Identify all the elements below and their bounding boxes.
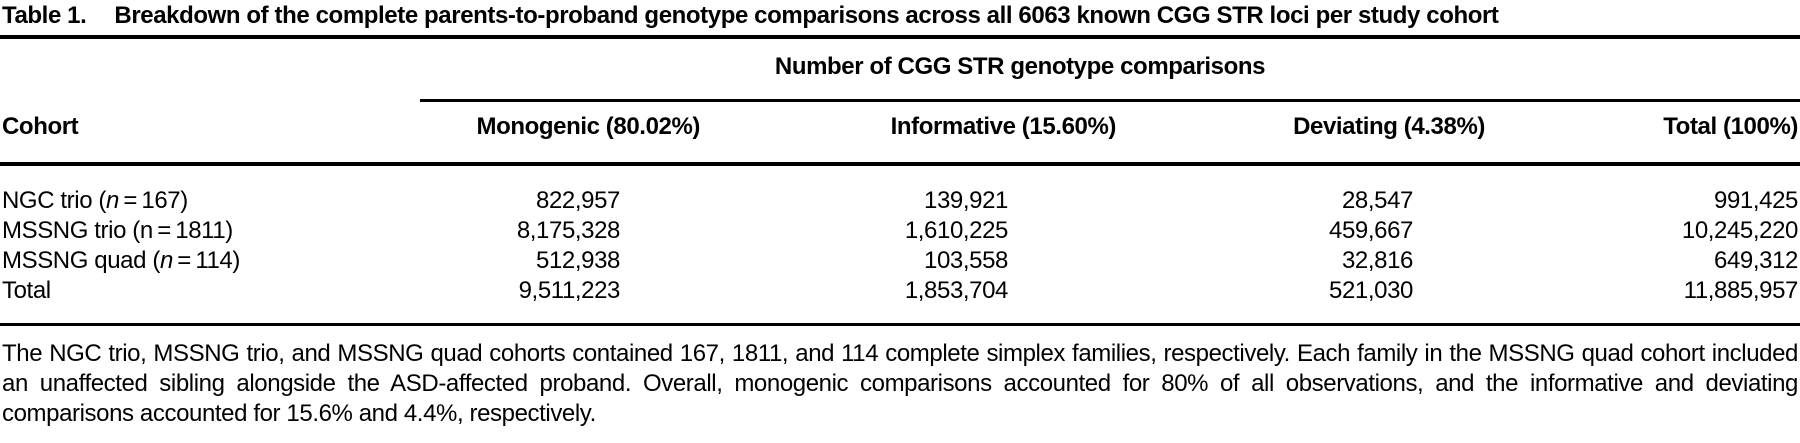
row-label [0,246,360,276]
cell-informative: 1,610,225 [904,217,1008,244]
header-rule [0,162,1800,166]
cell-deviating: 521,030 [1329,277,1413,304]
table-row-ngc-trio [0,186,1800,216]
table-header-row [0,112,1800,142]
table-body [0,186,1800,306]
row-label [0,216,360,246]
cell-deviating: 32,816 [1341,247,1413,274]
column-group-rule [420,99,1800,102]
col-header-total: Total (100%) [1663,113,1798,140]
cohort-name: MSSNG trio ( [2,217,140,244]
cell-total: 991,425 [1714,187,1798,214]
n-count: = 114) [172,247,240,274]
n-variable: n [159,247,173,274]
table-row-mssng-trio [0,216,1800,246]
cohort-name: NGC trio ( [2,187,107,214]
row-label [0,276,360,306]
n-count: = 1811) [152,217,233,244]
col-header-informative: Informative (15.60%) [890,113,1116,140]
table-row-mssng-quad [0,246,1800,276]
cohort-name: Total [2,277,51,304]
table-number: Table 1. [2,2,87,29]
cell-monogenic: 822,957 [536,187,620,214]
cell-deviating: 459,667 [1329,217,1413,244]
col-header-monogenic: Monogenic (80.02%) [476,113,700,140]
cell-deviating: 28,547 [1341,187,1413,214]
cell-monogenic: 9,511,223 [518,277,620,304]
table-footnote: The NGC trio, MSSNG trio, and MSSNG quad cohorts contained 167, 1811, and 114 complete simplex families, respectively. Each family in the MSSNG quad cohort included an unaffected sibling alongside the ASD-affected proband. Overall, monogenic comparisons accounted for 80% of all observations, and the informative and deviating comparisons accounted for 15.6% and 4.4%, respectively. [2,340,1798,427]
cell-monogenic: 512,938 [536,247,620,274]
cohort-name: MSSNG quad ( [2,247,160,274]
cell-total: 10,245,220 [1681,217,1798,244]
col-header-cohort: Cohort [2,113,79,140]
bottom-rule [0,323,1800,326]
table-title [0,0,1800,32]
n-count: = 167) [118,187,188,214]
cell-informative: 103,558 [924,247,1008,274]
column-group-label: Number of CGG STR genotype comparisons [774,53,1266,80]
cell-informative: 1,853,704 [904,277,1008,304]
row-label [0,186,360,216]
cell-monogenic: 8,175,328 [516,217,620,244]
table-caption: Breakdown of the complete parents-to-proband genotype comparisons across all 6063 known CGG STR loci per study cohort [114,2,1499,29]
cell-total: 649,312 [1714,247,1798,274]
n-variable: n [139,217,153,244]
cell-total: 11,885,957 [1683,277,1798,304]
table-row-total [0,276,1800,306]
cell-informative: 139,921 [924,187,1008,214]
col-header-deviating: Deviating (4.38%) [1293,113,1485,140]
n-variable: n [106,187,119,214]
top-rule [0,35,1800,39]
column-group-header [420,52,1800,102]
